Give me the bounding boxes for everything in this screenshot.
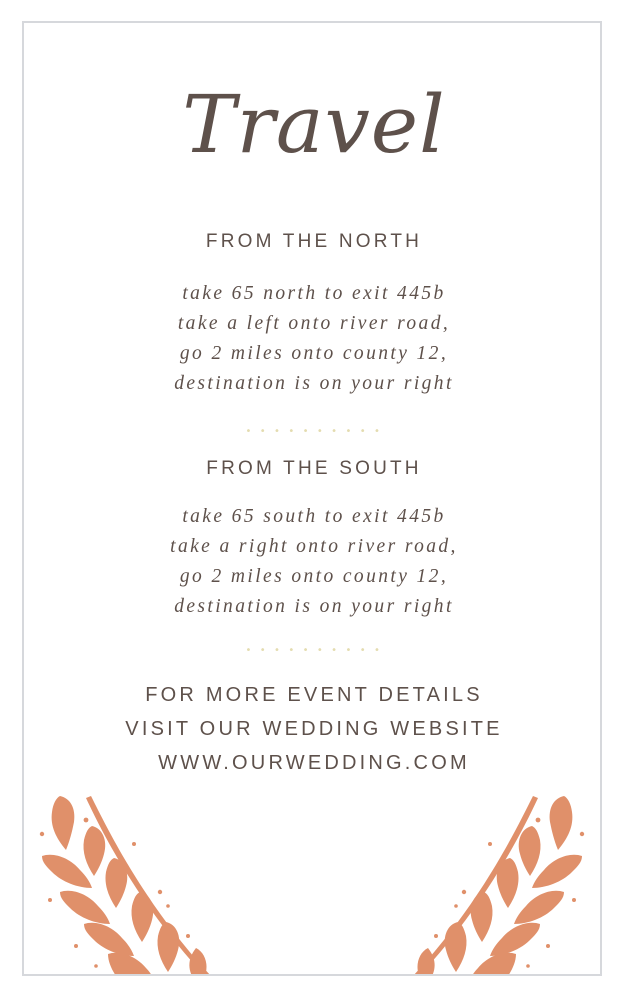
direction-line: take a right onto river road, [170,536,458,557]
footer-line: VISIT OUR WEDDING WEBSITE [125,718,503,740]
dot-divider: • • • • • • • • • • [245,426,383,437]
direction-line: take 65 north to exit 445b [182,283,446,304]
travel-card [22,21,602,976]
directions-north [24,279,602,399]
section-heading-south: FROM THE SOUTH [206,458,422,479]
direction-line: take a left onto river road, [177,313,451,334]
leaf-sprig-right-icon [388,796,588,976]
card-title: Travel [182,78,446,171]
dot-divider: • • • • • • • • • • [245,645,383,656]
direction-line: take 65 south to exit 445b [182,506,446,527]
leaf-sprig-left-icon [36,796,236,976]
direction-line: go 2 miles onto county 12, [179,343,449,364]
direction-line: destination is on your right [174,596,454,617]
footer-line: WWW.OURWEDDING.COM [158,752,470,774]
direction-line: destination is on your right [174,373,454,394]
footer-line: FOR MORE EVENT DETAILS [145,684,483,706]
direction-line: go 2 miles onto county 12, [179,566,449,587]
directions-south [24,502,602,622]
section-heading-north: FROM THE NORTH [205,231,423,252]
website-info [24,678,602,780]
